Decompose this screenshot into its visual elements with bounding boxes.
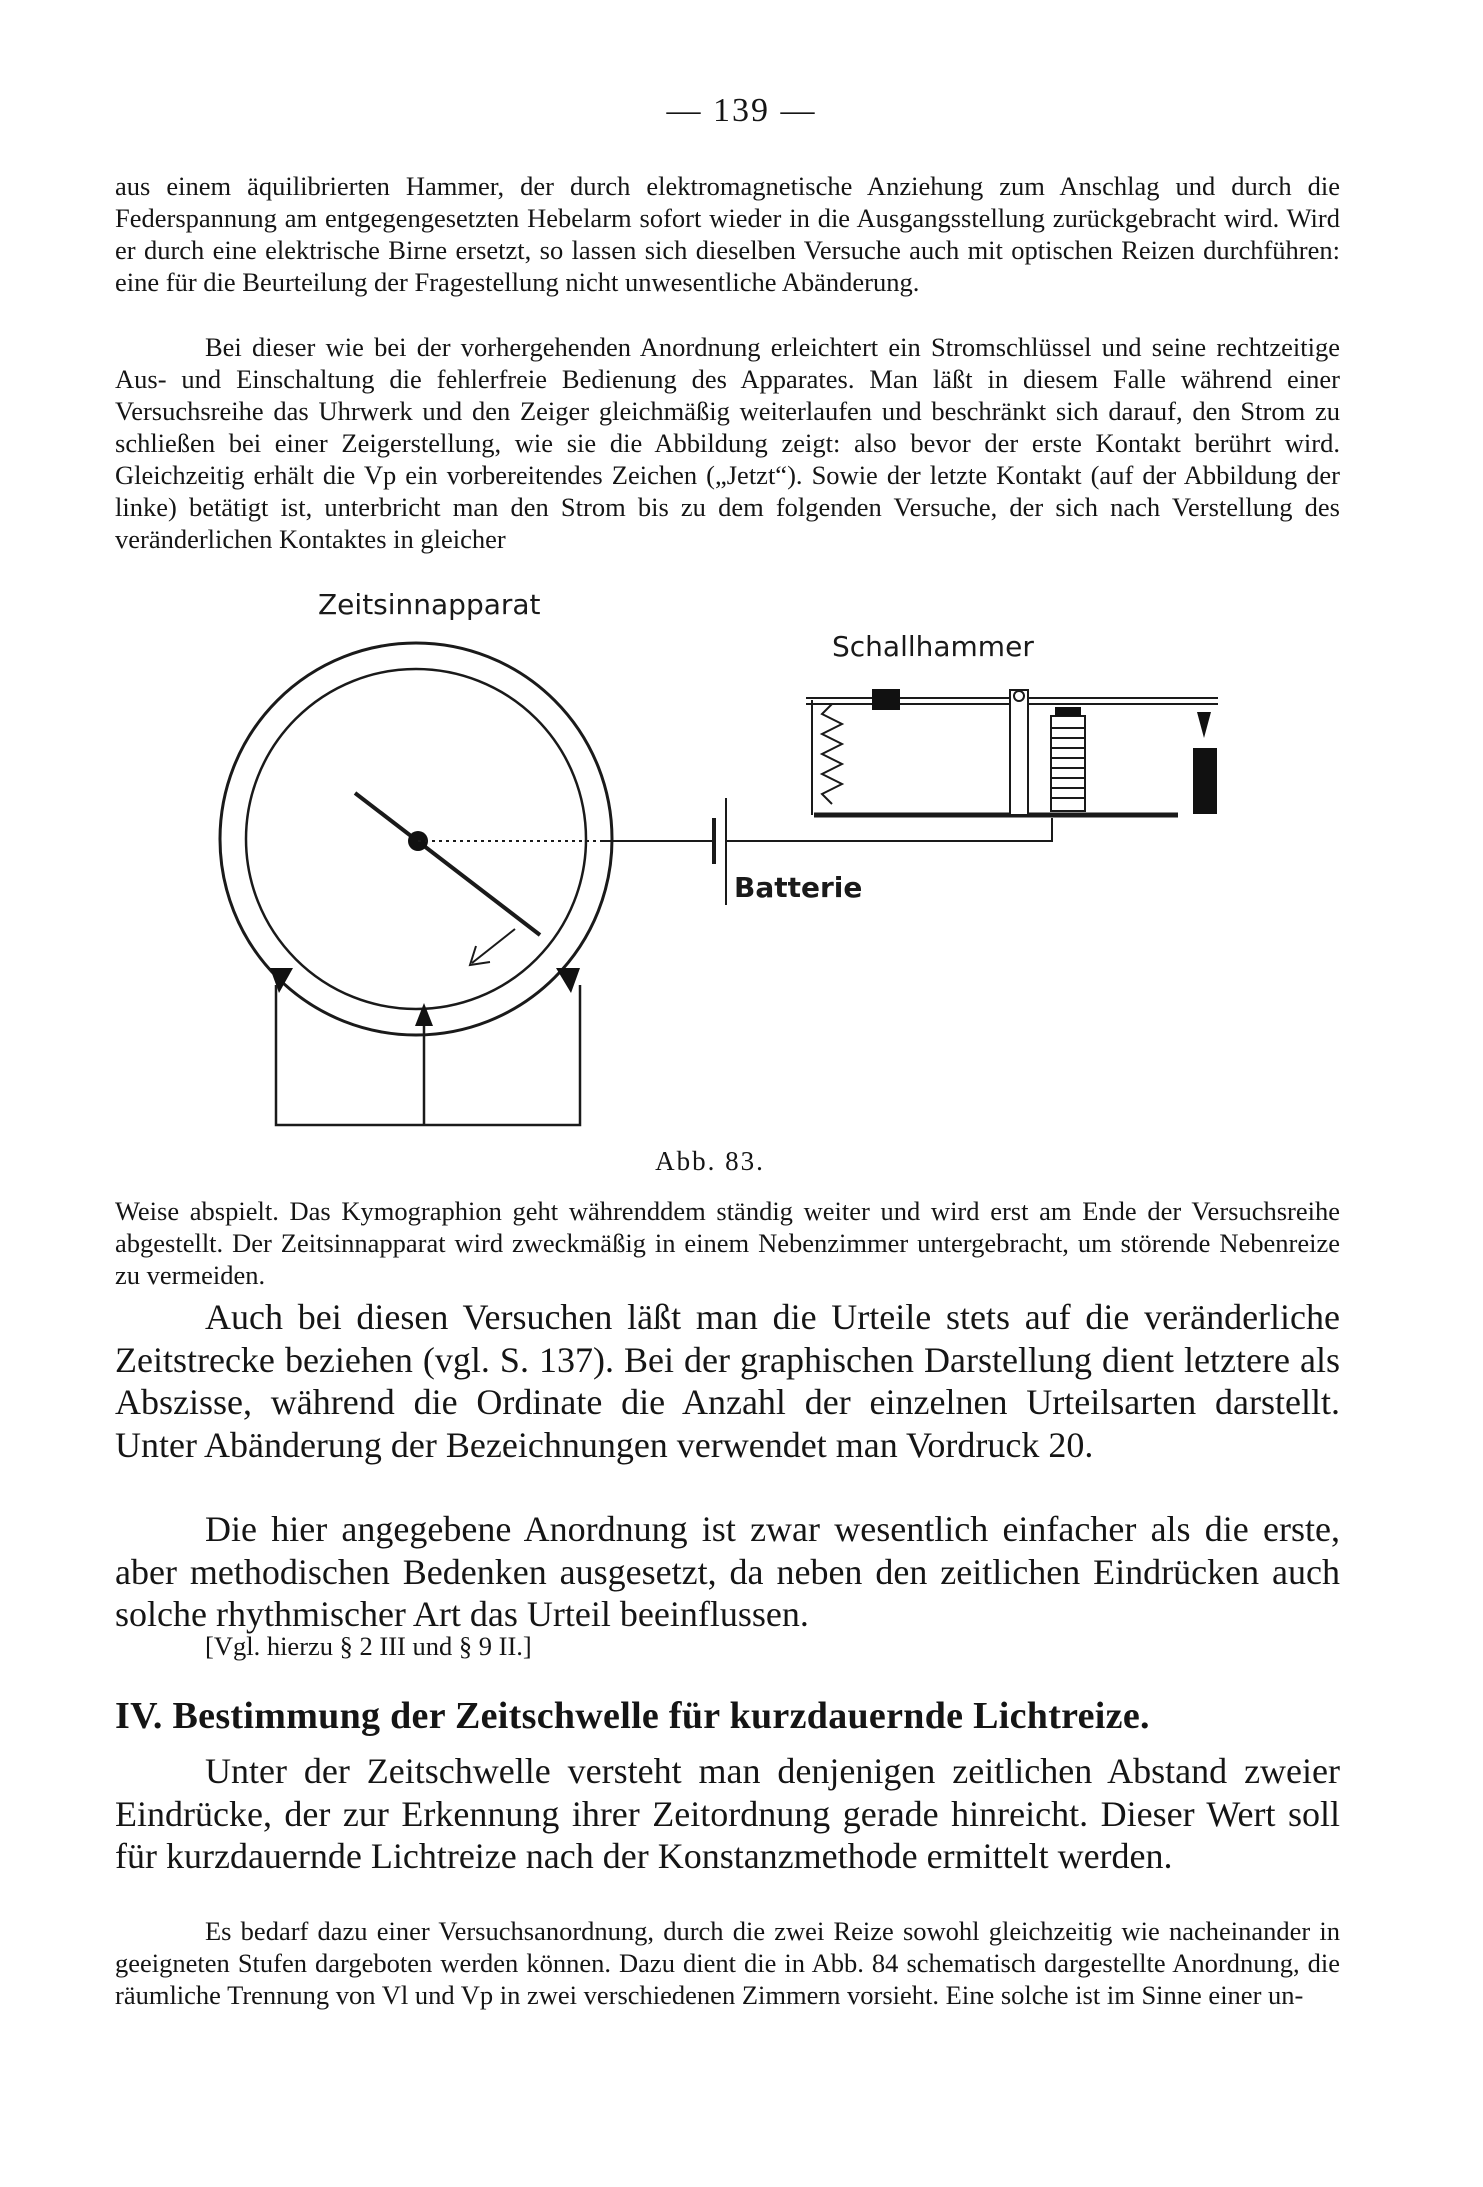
paragraph-stromschluessel: Bei dieser wie bei der vorhergehenden Anordnung erleichtert ein Stromschlüssel und seine rechtzeitige Aus- und Einschaltung die fehlerfreie Bedienung des Apparates. Man läßt in diesem Falle während einer Versuchsreihe das Uhrwerk und den Zeiger gleichmäßig weiterlaufen und beschränkt sich darauf, den Strom zu schließen bei einer Zeigerstellung, wie sie die Abbildung zeigt: also bevor der erste Kontakt berührt wird. Gleichzeitig erhält die Vp ein vorbereitendes Zeichen („Jetzt“). Sowie der letzte Kontakt (auf der Abbildung der linke) betätigt ist, unterbricht man den Strom bis zu dem folgenden Versuche, der sich nach Verstellung des veränderlichen Kontaktes in gleicher — [115, 332, 1340, 554]
label-batterie: Batterie — [734, 871, 863, 904]
circuit-wire — [418, 818, 1052, 841]
paragraph-urteile: Auch bei diesen Versuchen läßt man die Urteile stets auf die veränderliche Zeitstrecke beziehen (vgl. S. 137). Bei der graphischen Darstellung dient letztere als Abszisse, während die Ordinate die Anzahl der einzelnen Urteilsarten darstellt. Unter Abänderung der Bezeichnungen verwendet man Vordruck 20. — [115, 1297, 1340, 1465]
contact-wires — [276, 985, 580, 1125]
paragraph-zeitschwelle: Unter der Zeitschwelle versteht man denjenigen zeitlichen Abstand zweier Eindrücke, der zur Erkennung ihrer Zeitordnung gerade hinreicht. Dieser Wert soll für kurzdauernde Lichtreize nach der Konstanzmethode ermittelt werden. — [115, 1751, 1340, 1876]
reference-note: [Vgl. hierzu § 2 III und § 9 II.] — [205, 1631, 532, 1661]
battery-symbol — [714, 798, 726, 905]
label-schallhammer: Schallhammer — [832, 630, 1034, 663]
page-number: — 139 — — [666, 92, 817, 129]
paragraph-anordnung: Die hier angegebene Anordnung ist zwar wesentlich einfacher als die erste, aber methodischen Bedenken ausgesetzt, da neben den zeitlichen Eindrücken auch solche rhythmischer Art das Urteil beeinflussen. — [115, 1509, 1340, 1634]
schallhammer-device — [806, 689, 1218, 815]
paragraph-versuchsanordnung: Es bedarf dazu einer Versuchsanordnung, durch die zwei Reize sowohl gleichzeitig wie nacheinander in geeigneten Stufen dargeboten werden können. Dazu dient die in Abb. 84 schematisch dargestellte Anordnung, die räumliche Trennung von Vl und Vp in zwei verschiedenen Zimmern vorsieht. Eine solche ist im Sinne einer un- — [115, 1916, 1340, 2010]
paragraph-hammer: aus einem äquilibrierten Hammer, der durch elektromagnetische Anziehung zum Anschlag und durch die Federspannung am entgegengesetzten Hebelarm sofort wieder in die Ausgangsstellung zurückgebracht wird. Wird er durch eine elektrische Birne ersetzt, so lassen sich dieselben Versuche auch mit optischen Reizen durchführen: eine für die Beurteilung der Fragestellung nicht unwesentliche Abänderung. — [115, 171, 1340, 297]
figure-caption: Abb. 83. — [655, 1146, 765, 1176]
clock-pointer — [355, 793, 540, 965]
paragraph-kymographion: Weise abspielt. Das Kymographion geht währenddem ständig weiter und wird erst am Ende der Versuchsreihe abgestellt. Der Zeitsinnapparat wird zweckmäßig in einem Nebenzimmer untergebracht, um störende Nebenreize zu vermeiden. — [115, 1196, 1340, 1290]
section-heading: IV. Bestimmung der Zeitschwelle für kurzdauernde Lichtreize. — [115, 1695, 1150, 1737]
label-zeitsinnapparat: Zeitsinnapparat — [318, 588, 541, 621]
